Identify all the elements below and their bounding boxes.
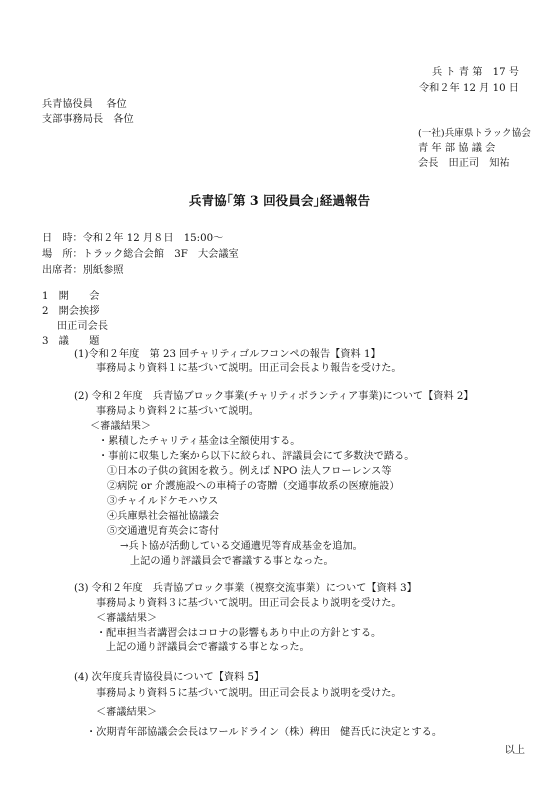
meeting-datetime: 日 時：令和２年 12 月８日 15:00～ [42,233,224,244]
agenda-item-greeting-speaker: 田正司会長 [57,321,108,332]
topic4-heading: (4) 次年度兵青協役員について【資料 5】 [74,672,265,683]
meeting-place: 場 所：トラック総合会館 3F 大会議室 [42,249,239,260]
agenda-item-topics: 3 議 題 [42,336,100,347]
topic2-result-selection: ・事前に収集した案から以下に絞られ、評議員会にて多数決で踏る。 [98,451,415,462]
topic3-result-label: ＜審議結果＞ [96,613,158,624]
document-number: 兵 ト 青 第 17 号 [431,67,519,78]
topic4-result-label: ＜審議結果＞ [96,707,158,718]
topic3-note-decision: 上記の通り評議員会で審議する事となった。 [106,642,310,653]
topic4-body: 事務局より資料５に基づいて説明。田正司会長より説明を受けた。 [96,688,402,699]
topic2-option-4: ④兵庫県社会福祉協議会 [107,511,220,522]
topic2-result-fund: ・累積したチャリティ基金は全額使用する。 [98,436,301,447]
document-date: 令和２年 12 月 10 日 [418,83,519,94]
meeting-attendees: 出席者：別紙参照 [42,265,124,276]
topic2-option-5: ⑤交通遺児育英会に寄付 [107,526,220,537]
agenda-item-opening: 1 開 会 [42,291,100,302]
topic2-heading: (2) 令和２年度 兵青協ブロック事業(チャリティボランティア事業)について【資料 2】 [74,391,474,402]
sender-organization: (一社)兵庫県トラック協会 [418,128,531,139]
topic2-note-decision: 上記の通り評議員会で審議する事となった。 [130,556,334,567]
topic2-option-1: ①日本の子供の貧困を救う。例えば NPO 法人フローレンス等 [107,466,392,477]
topic1-heading: (1)令和２年度 第 23 回チャリティゴルフコンペの報告【資料 1】 [74,349,381,360]
topic3-heading: (3) 令和２年度 兵青協ブロック事業（視察交流事業）について【資料 3】 [74,583,417,594]
topic4-result-chair: ・次期青年部協議会会長はワールドライン（株）稗田 健吾氏に決定とする。 [86,727,443,738]
recipient-branch-heads: 支部事務局長 各位 [42,114,134,125]
topic2-note-added: →兵ト協が活動している交通遺児等育成基金を追加。 [120,541,363,552]
topic2-option-3: ③チャイルドケモハウス [107,496,219,507]
topic3-result-training: ・配車担当者講習会はコロナの影響もあり中止の方針とする。 [96,628,382,639]
topic2-body: 事務局より資料２に基づいて説明。 [96,406,259,417]
topic3-body: 事務局より資料３に基づいて説明。田正司会長より説明を受けた。 [96,598,402,609]
sender-person: 会長 田正司 知祐 [418,158,510,169]
topic2-result-label: ＜審議結果＞ [90,421,152,432]
sender-division: 青 年 部 協 議 会 [418,143,496,154]
topic1-body: 事務局より資料１に基づいて説明。田正司会長より報告を受けた。 [96,363,402,374]
recipient-officers: 兵青協役員 各位 [42,99,127,110]
agenda-item-greeting: 2 開会挨拶 [42,306,100,317]
page-title: 兵青協｢第 3 回役員会｣経過報告 [188,193,371,208]
closing-mark: 以上 [504,745,525,756]
topic2-option-2: ②病院 or 介護施設への車椅子の寄贈（交通事故系の医療施設） [107,481,400,492]
